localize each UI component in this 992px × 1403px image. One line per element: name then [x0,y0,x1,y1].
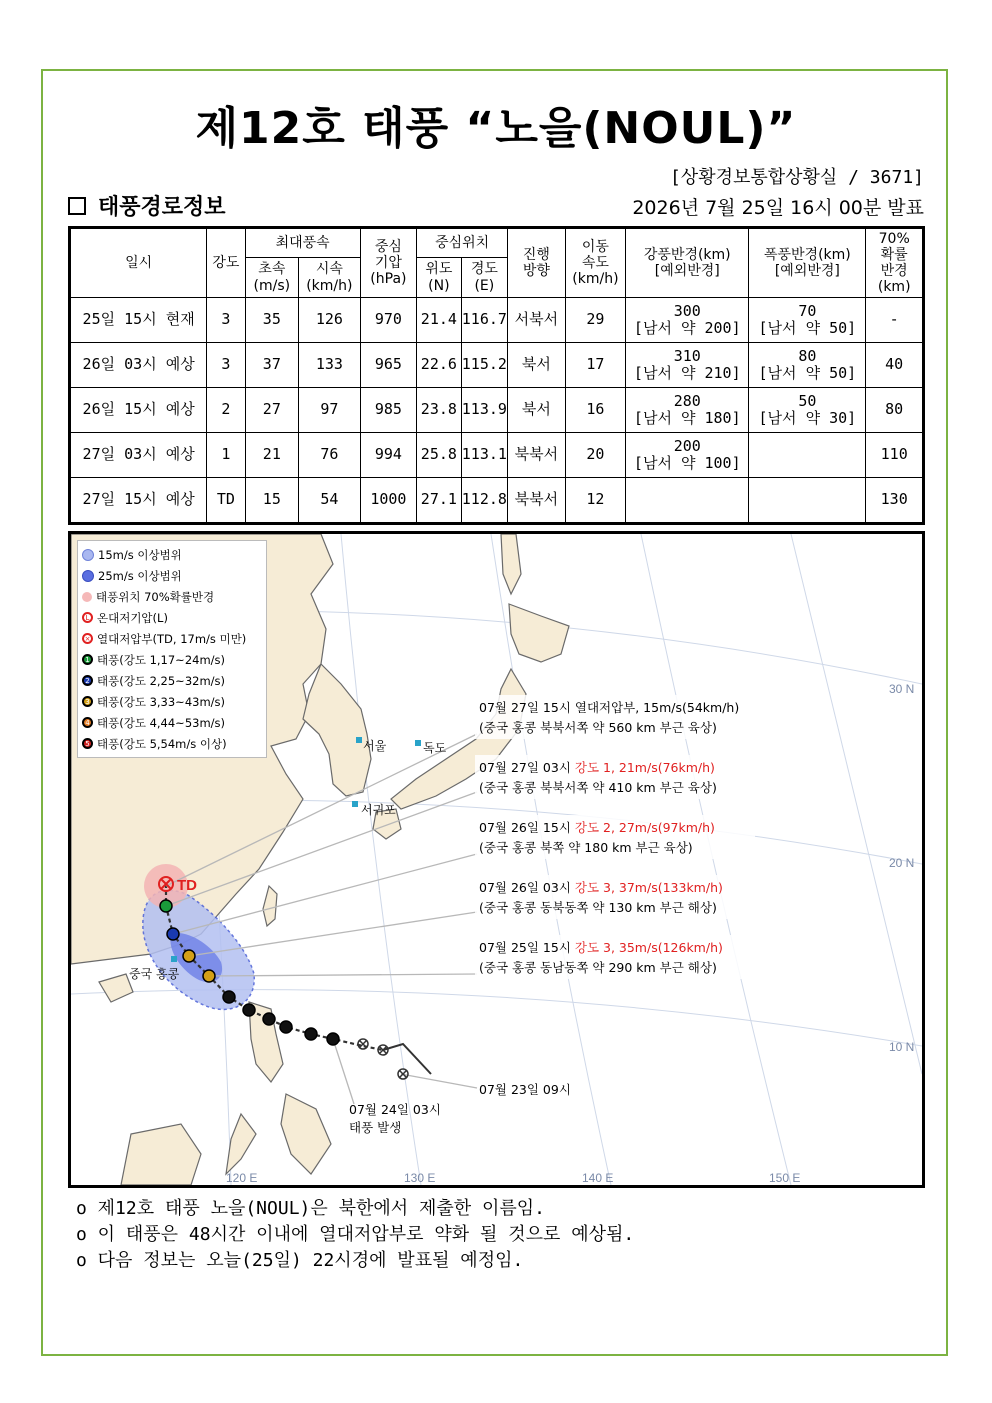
annotation-1-location: (중국 홍콩 북북서쪽 약 560 km 부근 육상) [479,720,717,735]
header-direction: 진행 방향 [508,228,566,298]
cell-ms: 35 [245,298,298,343]
cell-strong-radius-exception: [남서 약 100] [633,454,741,472]
annotation-5-time: 07월 25일 15시 [479,940,575,955]
cell-strong-radius-value: 310 [673,346,701,365]
cell-lon: 115.2 [461,343,508,388]
header-storm-radius: 폭풍반경(km) [예외반경] [749,228,866,298]
lon-label-150: 150 E [769,1171,801,1185]
legend-label: 태풍(강도 5,54m/s 이상) [97,736,227,751]
cell-pressure: 994 [360,433,417,478]
swatch-pink-icon [82,592,92,602]
cell-ms: 15 [245,478,298,524]
cell-lat: 23.8 [417,388,461,433]
annotation-2-time: 07월 27일 03시 [479,760,575,775]
table-row [70,388,924,433]
cell-direction: 북서 [508,343,566,388]
cell-kmh: 54 [299,478,361,524]
typhoon-past-icon [263,1013,275,1025]
cell-strong-radius-exception: [남서 약 180] [633,409,741,427]
cell-direction: 북서 [508,388,566,433]
annotation-3-intensity: 강도 2, 27m/s(97km/h) [574,820,715,835]
track-map [68,531,925,1188]
cell-pressure: 965 [360,343,417,388]
legend-label: 태풍(강도 1,17~24m/s) [97,652,226,667]
cell-pressure: 985 [360,388,417,433]
cell-pressure: 970 [360,298,417,343]
cell-kmh: 133 [299,343,361,388]
cell-intensity: 1 [207,433,245,478]
legend-item [82,586,262,607]
issued-time: 2026년 7월 25일 16시 00분 발표 [632,197,924,219]
cell-storm-radius-exception: [남서 약 50] [758,319,857,337]
cell-speed: 20 [565,433,626,478]
header-center: 중심위치 [417,228,508,258]
cell-kmh: 126 [299,298,361,343]
cell-strong-radius-value: 300 [673,301,701,320]
annotation-3-location: (중국 홍콩 북쪽 약 180 km 부근 육상) [479,840,693,855]
header-pressure: 중심 기압 (hPa) [360,228,417,298]
typhoon-past-icon [327,1033,339,1045]
header-time: 일시 [70,228,207,298]
svg-text:07월 26일 15시 강도 2, 27m/s(97km/h [479,820,715,835]
cell-strong-radius-exception: [남서 약 200] [633,319,741,337]
cell-intensity: 3 [207,298,245,343]
cell-prob-radius: 110 [866,433,924,478]
lon-label-130: 130 E [404,1171,436,1185]
cell-storm-radius [749,478,866,524]
typhoon-1-legend-icon: 1 [82,654,93,665]
cell-time: 26일 15시 예상 [70,388,207,433]
cell-time: 27일 03시 예상 [70,433,207,478]
typhoon-3-icon [183,950,195,962]
cell-ms: 27 [245,388,298,433]
legend-item [82,733,262,754]
cell-strong-radius-value: 200 [673,436,701,455]
section-title-text: 태풍경로정보 [98,195,226,220]
start-label: 07월 23일 09시 [479,1082,571,1097]
header-strong-radius: 강풍반경(km) [예외반경] [626,228,749,298]
department-label: [상황경보통합상황실 / 3671] [669,167,924,188]
legend-item [82,649,262,670]
typhoon-track-table [68,226,925,525]
legend-item [82,607,262,628]
cell-time: 26일 03시 예상 [70,343,207,388]
table-row [70,478,924,524]
cell-strong-radius [626,478,749,524]
typhoon-2-icon [167,928,179,940]
annotation-2-intensity: 강도 1, 21m/s(76km/h) [574,760,715,775]
cell-direction: 북북서 [508,433,566,478]
page-title: 제12호 태풍 “노을(NOUL)” [195,103,797,154]
typhoon-past-icon [243,1004,255,1016]
lat-label-30: 30 N [889,682,915,696]
cell-ms: 37 [245,343,298,388]
cell-storm-radius-exception: [남서 약 50] [758,364,857,382]
cell-strong-radius [626,298,749,343]
cell-ms: 21 [245,433,298,478]
legend-label: 온대저기압(L) [97,610,168,625]
cell-lon: 116.7 [461,298,508,343]
note-1: o 제12호 태풍 노을(NOUL)은 북한에서 제출한 이름임. [76,1198,545,1219]
cell-kmh: 97 [299,388,361,433]
table-row [70,433,924,478]
cell-lat: 22.6 [417,343,461,388]
cell-prob-radius: 40 [866,343,924,388]
header-lat: 위도 (N) [417,258,461,298]
header-lon: 경도 (E) [461,258,508,298]
cell-speed: 12 [565,478,626,524]
annotation-4-time: 07월 26일 03시 [479,880,575,895]
lon-label-120: 120 E [226,1171,258,1185]
header-max-wind: 최대풍속 [245,228,360,258]
header-ms: 초속 (m/s) [245,258,298,298]
swatch-light-blue-icon [82,549,94,561]
place-dokdo: 독도 [423,741,447,755]
cell-storm-radius-value: 70 [798,301,817,320]
map-legend [77,540,267,758]
cell-time: 25일 15시 현재 [70,298,207,343]
cell-storm-radius [749,388,866,433]
cell-lat: 27.1 [417,478,461,524]
typhoon-2-legend-icon: 2 [82,675,93,686]
legend-item [82,565,262,586]
td-label: TD [177,877,197,894]
header-speed: 이동 속도 (km/h) [565,228,626,298]
cell-storm-radius-value: 50 [798,391,817,410]
typhoon-past-icon [280,1021,292,1033]
cell-storm-radius [749,343,866,388]
place-seogwipo: 서귀포 [361,803,396,817]
cell-storm-radius-exception: [남서 약 30] [758,409,857,427]
table-row [70,298,924,343]
svg-text:07월 27일 03시 강도 1, 21m/s(76km/h [479,760,715,775]
cell-intensity: 2 [207,388,245,433]
cell-strong-radius [626,433,749,478]
typhoon-past-icon [305,1028,317,1040]
cell-prob-radius: 80 [866,388,924,433]
td-legend-icon: × [82,633,93,644]
lat-label-10: 10 N [889,1040,915,1054]
typhoon-past-icon [223,991,235,1003]
annotation-2-location: (중국 홍콩 북북서쪽 약 410 km 부근 육상) [479,780,717,795]
genesis-label-text: 태풍 발생 [349,1120,402,1135]
legend-label: 25m/s 이상범위 [98,568,182,583]
cell-lon: 113.1 [461,433,508,478]
swatch-blue-icon [82,570,94,582]
checkbox-icon [68,197,86,215]
cell-prob-radius: 130 [866,478,924,524]
note-2: o 이 태풍은 48시간 이내에 열대저압부로 약화 될 것으로 예상됨. [76,1224,635,1245]
svg-text:07월 25일 15시 강도 3, 35m/s(126km/ [479,940,723,955]
table-row [70,343,924,388]
annotation-3-time: 07월 26일 15시 [479,820,575,835]
cell-lat: 25.8 [417,433,461,478]
legend-label: 15m/s 이상범위 [98,547,182,562]
typhoon-5-legend-icon: 5 [82,738,93,749]
cell-storm-radius [749,298,866,343]
genesis-label-date: 07월 24일 03시 [349,1102,441,1117]
cell-speed: 16 [565,388,626,433]
legend-label: 태풍(강도 3,33~43m/s) [97,694,226,709]
note-3: o 다음 정보는 오늘(25일) 22시경에 발표될 예정임. [76,1250,524,1271]
cell-strong-radius-exception: [남서 약 210] [633,364,741,382]
cell-prob-radius: - [866,298,924,343]
place-hongkong: 중국 홍콩 [129,967,180,981]
cell-strong-radius-value: 280 [673,391,701,410]
annotation-1-time: 07월 27일 15시 열대저압부, 15m/s(54km/h) [479,700,740,715]
lat-label-20: 20 N [889,856,915,870]
place-seoul: 서울 [363,739,387,753]
cell-pressure: 1000 [360,478,417,524]
legend-item [82,712,262,733]
typhoon-1-icon [160,900,172,912]
typhoon-4-legend-icon: 4 [82,717,93,728]
header-prob-radius: 70% 확률 반경 (km) [866,228,924,298]
legend-label: 태풍(강도 4,44~53m/s) [97,715,226,730]
legend-label: 열대저압부(TD, 17m/s 미만) [97,631,247,646]
cell-time: 27일 15시 예상 [70,478,207,524]
cell-lon: 112.8 [461,478,508,524]
legend-label: 태풍위치 70%확률반경 [96,589,215,604]
annotation-5-location: (중국 홍콩 동남동쪽 약 290 km 부근 해상) [479,960,717,975]
legend-label: 태풍(강도 2,25~32m/s) [97,673,226,688]
typhoon-3-legend-icon: 3 [82,696,93,707]
legend-item [82,691,262,712]
annotation-4-intensity: 강도 3, 37m/s(133km/h) [574,880,723,895]
cell-intensity: TD [207,478,245,524]
section-title [68,190,226,221]
cell-speed: 29 [565,298,626,343]
header-kmh: 시속 (km/h) [299,258,361,298]
typhoon-3-icon [203,970,215,982]
legend-item [82,628,262,649]
cell-storm-radius [749,433,866,478]
cell-direction: 서북서 [508,298,566,343]
svg-text:07월 27일 15시 열대저압부, 15m/s(54km/ [479,700,739,715]
cell-strong-radius [626,388,749,433]
cell-intensity: 3 [207,343,245,388]
cell-speed: 17 [565,343,626,388]
header-intensity: 강도 [207,228,245,298]
legend-item [82,544,262,565]
notes [76,1196,634,1274]
annotation-5-intensity: 강도 3, 35m/s(126km/h) [574,940,723,955]
cell-strong-radius [626,343,749,388]
svg-text:07월 26일 03시 강도 3, 37m/s(133km/ [479,880,723,895]
annotation-4-location: (중국 홍콩 동북동쪽 약 130 km 부근 해상) [479,900,717,915]
legend-item [82,670,262,691]
cell-lon: 113.9 [461,388,508,433]
lon-label-140: 140 E [582,1171,614,1185]
cell-kmh: 76 [299,433,361,478]
cell-direction: 북북서 [508,478,566,524]
extratropical-icon: L [82,612,93,623]
cell-lat: 21.4 [417,298,461,343]
cell-storm-radius-value: 80 [798,346,817,365]
